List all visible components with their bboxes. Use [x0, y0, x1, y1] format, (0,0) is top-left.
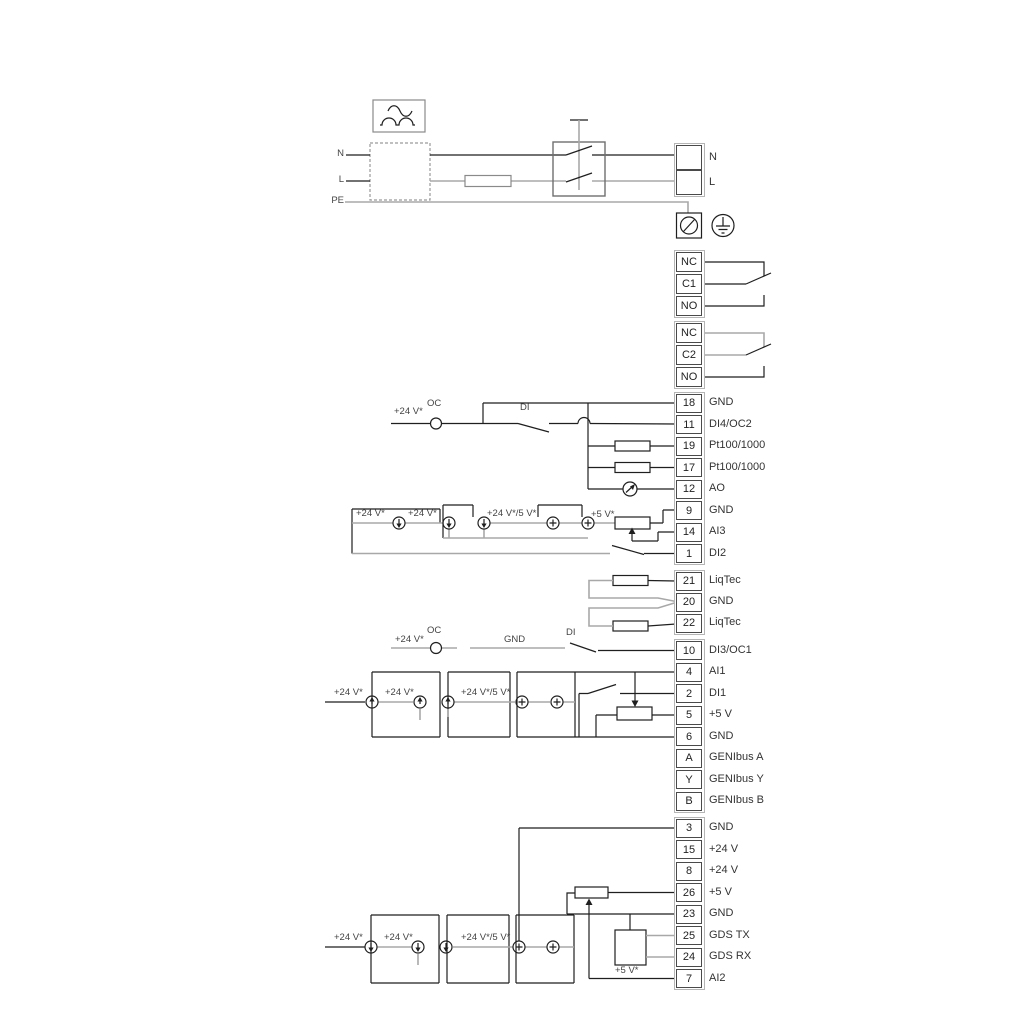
di1-switch-blade — [588, 685, 616, 694]
terminal-number: Y — [685, 773, 693, 786]
terminal-number: B — [685, 795, 693, 807]
terminal-NO — [676, 367, 702, 387]
current-source-down-icon — [393, 517, 405, 529]
current-source-down-icon — [412, 941, 424, 953]
terminal-14 — [676, 523, 702, 542]
terminal-9 — [676, 501, 702, 520]
terminal-22 — [676, 614, 702, 633]
ai3-potentiometer — [615, 517, 650, 541]
terminal-label: DI4/OC2 — [709, 417, 752, 430]
terminal-20 — [676, 593, 702, 612]
terminal-label: GDS RX — [709, 950, 752, 962]
terminal-C1 — [676, 274, 702, 294]
annotation-0: N — [337, 148, 344, 159]
terminal-NO — [676, 296, 702, 316]
relay2-contact-blade — [746, 344, 771, 355]
terminal-21 — [676, 572, 702, 591]
terminal-label: LiqTec — [709, 616, 741, 628]
oc-output-icon — [431, 418, 442, 429]
annotation-plus5: +5 V* — [591, 509, 615, 520]
terminal-label: LiqTec — [709, 574, 741, 586]
terminal-label: GDS TX — [709, 928, 750, 941]
terminal-number: NO — [680, 300, 698, 312]
di3-oc1-row — [391, 643, 676, 652]
fuse — [465, 176, 511, 187]
terminal-4 — [676, 663, 702, 682]
terminal-label: GND — [709, 396, 734, 408]
terminal-B — [676, 792, 702, 811]
annotation-plus5: +5 V* — [615, 965, 639, 976]
terminal-1 — [676, 544, 702, 563]
annotation-di: DI — [520, 402, 530, 413]
gds-sensor-box — [615, 930, 646, 965]
terminal-number: 17 — [682, 461, 696, 474]
source-symbols — [365, 418, 594, 953]
terminal-6 — [676, 727, 702, 746]
terminal-label: GND — [709, 729, 734, 742]
terminal-label: AI1 — [709, 665, 726, 677]
annotation-plus24: +24 V* — [395, 634, 424, 645]
terminal-number: 6 — [685, 730, 693, 743]
terminal-label: DI2 — [709, 546, 727, 559]
ac-supply-symbol — [373, 100, 425, 132]
terminal-number: 12 — [682, 483, 696, 495]
annotation-plus24: +24 V* — [356, 508, 385, 519]
relay1-wiring — [702, 262, 771, 306]
terminal-C2 — [676, 345, 702, 365]
annotation-oc: OC — [427, 398, 442, 409]
terminal-label: +24 V — [709, 842, 739, 855]
terminal-number: 23 — [682, 908, 696, 920]
terminal-number: C1 — [681, 278, 697, 290]
terminal-number: NC — [681, 256, 697, 268]
ai1-potentiometer — [617, 672, 652, 720]
di4-switch-blade — [518, 424, 549, 433]
terminal-number: 25 — [682, 929, 696, 942]
terminal-number: 10 — [682, 644, 696, 657]
liqtec-sensor-1 — [613, 576, 648, 586]
terminal-19 — [676, 437, 702, 456]
terminal-number: 4 — [685, 666, 693, 678]
terminal-number: NO — [680, 371, 698, 383]
terminal-label: Pt100/1000 — [709, 460, 766, 473]
ai2-options-row — [325, 828, 676, 983]
voltage-source-plus-icon — [516, 696, 528, 708]
terminal-number: 2 — [685, 687, 693, 700]
liqtec-sensor-2 — [613, 621, 648, 631]
terminal-3 — [676, 819, 702, 838]
terminal-label: +5 V — [709, 708, 732, 720]
terminal-number: 26 — [682, 886, 696, 899]
terminal-L — [676, 170, 702, 195]
mains-switch — [553, 120, 605, 196]
terminal-number: NC — [681, 327, 697, 339]
terminal-number: 1 — [685, 547, 693, 560]
voltage-source-plus-icon — [513, 941, 525, 953]
annotation-di: DI — [566, 627, 576, 638]
terminal-number: 3 — [685, 822, 693, 834]
annotation-plus24: +24 V* — [394, 406, 423, 417]
ai2-potentiometer — [575, 887, 608, 979]
terminal-number: 24 — [682, 951, 696, 963]
terminal-label: AO — [709, 482, 725, 494]
relay1-contact-blade — [746, 273, 771, 284]
terminal-7 — [676, 969, 702, 988]
terminal-number: 8 — [685, 865, 693, 877]
terminal-label: GND — [709, 821, 734, 833]
terminal-label: GENIbus A — [709, 751, 764, 763]
terminal-24 — [676, 948, 702, 967]
terminal-26 — [676, 883, 702, 902]
terminal-number: 18 — [682, 397, 696, 409]
current-source-up-icon — [414, 696, 426, 708]
terminal-number: 20 — [682, 596, 696, 608]
annotation-oc: OC — [427, 625, 442, 636]
terminal-10 — [676, 641, 702, 660]
terminal-23 — [676, 905, 702, 924]
earth-ground-icon — [712, 215, 734, 237]
terminal-number: 9 — [685, 504, 693, 517]
terminal-2 — [676, 684, 702, 703]
terminal-17 — [676, 458, 702, 477]
di2-switch-blade — [612, 546, 644, 555]
terminal-number: 5 — [685, 709, 693, 721]
relay2-wiring — [702, 333, 771, 377]
pe-screw-terminal — [677, 213, 702, 238]
terminal-number: 19 — [682, 440, 696, 452]
pt100-resistor-2 — [615, 463, 650, 473]
wire-pe — [345, 202, 688, 214]
terminal-NC — [676, 323, 702, 343]
terminal-label: GND — [709, 503, 734, 516]
terminal-number: C2 — [681, 349, 697, 361]
annotation-plus24: +24 V* — [334, 932, 363, 943]
terminal-15 — [676, 840, 702, 859]
terminal-label: DI3/OC1 — [709, 643, 752, 656]
terminal-Y — [676, 770, 702, 789]
terminal-25 — [676, 926, 702, 945]
terminal-label: L — [709, 175, 716, 188]
current-source-down-icon — [443, 517, 455, 529]
terminal-11 — [676, 415, 702, 434]
annotation-plus24: +24 V* — [385, 687, 414, 698]
oc-output-icon — [431, 643, 442, 654]
terminal-label: GND — [709, 595, 734, 607]
annotation-1: L — [338, 174, 344, 185]
terminal-label: AI2 — [709, 971, 726, 984]
terminal-18 — [676, 394, 702, 413]
liqtec-row — [589, 576, 676, 632]
voltage-source-plus-icon — [547, 517, 559, 529]
filter-box — [370, 143, 430, 200]
annotation-gnd: GND — [504, 634, 526, 645]
annotation-plus24: +24 V* — [334, 687, 363, 698]
annotation-2: PE — [331, 195, 344, 206]
terminal-number: 14 — [682, 526, 696, 538]
terminal-label: Pt100/1000 — [709, 439, 766, 451]
voltage-source-plus-icon — [551, 696, 563, 708]
annotation-plus24: +24 V* — [384, 932, 413, 943]
terminal-number: 15 — [682, 843, 696, 856]
annotation-plus24or5: +24 V*/5 V* — [461, 932, 511, 943]
terminal-number: A — [685, 752, 693, 764]
terminal-label: AI3 — [709, 525, 726, 537]
di4-oc2-row — [391, 403, 676, 496]
voltage-source-plus-icon — [547, 941, 559, 953]
terminal-N — [676, 145, 702, 170]
terminal-NC — [676, 252, 702, 272]
annotation-plus24or5: +24 V*/5 V* — [487, 508, 537, 519]
annotation-plus24or5: +24 V*/5 V* — [461, 687, 511, 698]
current-source-down-icon — [440, 941, 452, 953]
terminal-label: +5 V — [709, 885, 732, 898]
terminal-label: GENIbus Y — [709, 772, 764, 785]
terminal-label: DI1 — [709, 686, 727, 699]
terminal-A — [676, 749, 702, 768]
terminal-number: 7 — [685, 972, 693, 985]
terminal-label: N — [709, 150, 717, 163]
terminal-8 — [676, 862, 702, 881]
analog-output-meter-icon — [623, 482, 637, 496]
pt100-resistor-1 — [615, 441, 650, 451]
annotation-plus24: +24 V* — [408, 508, 437, 519]
terminal-label: +24 V — [709, 864, 739, 876]
terminal-number: 11 — [683, 418, 695, 431]
terminal-12 — [676, 480, 702, 499]
terminal-number: 21 — [682, 575, 696, 587]
di3-switch-blade — [570, 643, 596, 652]
terminal-label: GENIbus B — [709, 794, 765, 806]
terminal-label: GND — [709, 907, 734, 919]
terminal-5 — [676, 706, 702, 725]
terminal-number: 22 — [682, 617, 696, 629]
